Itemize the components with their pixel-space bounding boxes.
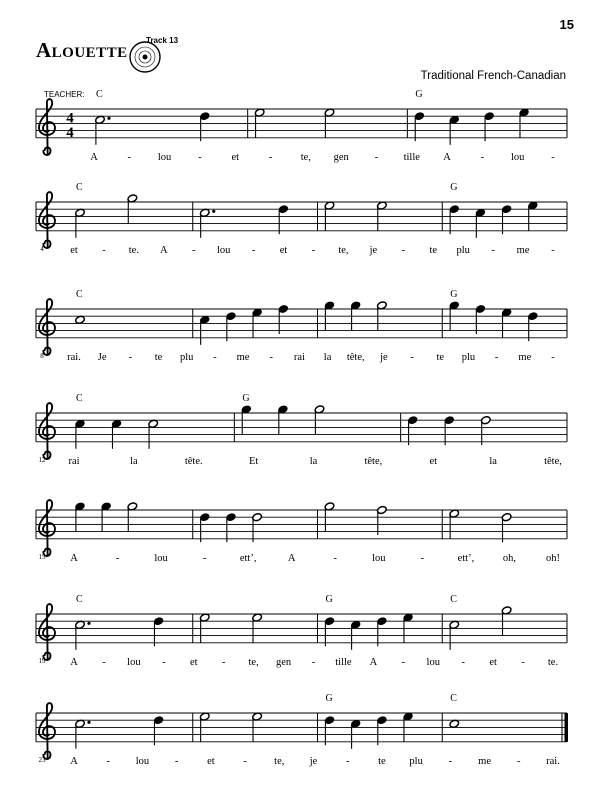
measure-number: 4 [40, 244, 44, 253]
lyric-hyphen: - [494, 351, 499, 363]
lyric-syllable: lou [127, 656, 141, 668]
lyric-hyphen: - [448, 755, 453, 767]
lyric-syllable: Je [97, 351, 107, 363]
chord-symbol: G [325, 594, 333, 605]
lyric-syllable: lou [510, 151, 525, 163]
lyric-hyphen: - [420, 552, 425, 564]
page-number: 15 [559, 17, 574, 32]
augmentation-dot [107, 117, 110, 120]
lyric-hyphen: - [127, 151, 132, 163]
lyric-syllable: te [378, 755, 386, 767]
song-title: Alouette [36, 38, 128, 62]
lyric-hyphen: - [102, 244, 106, 256]
lyric-syllable: je [369, 244, 378, 256]
chord-symbol: G [325, 693, 333, 704]
lyric-syllable: A [287, 552, 296, 564]
chord-symbol: G [450, 289, 458, 300]
lyric-hyphen: - [551, 151, 555, 163]
lyric-hyphen: - [268, 151, 273, 163]
lyric-syllable: te [436, 351, 445, 363]
treble-clef [39, 500, 55, 556]
lyric-hyphen: - [491, 244, 495, 256]
lyric-syllable: te, [274, 755, 285, 767]
lyric-syllable: tête. [184, 455, 203, 467]
lyric-syllable: gen [275, 656, 292, 668]
treble-clef [39, 604, 55, 660]
lyric-syllable: lou [157, 151, 172, 163]
lyric-hyphen: - [311, 244, 316, 256]
lyric-syllable: lou [372, 552, 386, 564]
lyric-hyphen: - [192, 244, 196, 256]
measure-number: 12 [38, 455, 46, 464]
lyric-hyphen: - [401, 656, 406, 668]
lyric-syllable: tille [335, 656, 352, 668]
lyric-syllable: tête, [544, 455, 562, 467]
lyric-hyphen: - [461, 656, 465, 668]
lyric-hyphen: - [221, 656, 226, 668]
chord-symbol: C [450, 594, 457, 605]
lyric-syllable: la [489, 455, 497, 467]
lyric-syllable: ett’, [239, 552, 257, 564]
lyric-hyphen: - [198, 151, 202, 163]
lyric-syllable: plu [456, 244, 470, 256]
teacher-label: TEACHER: [44, 90, 85, 99]
lyric-syllable: tête, [364, 455, 383, 467]
lyric-hyphen: - [374, 151, 379, 163]
lyric-hyphen: - [102, 656, 106, 668]
lyric-syllable: te [429, 244, 438, 256]
lyric-hyphen: - [269, 351, 273, 363]
lyric-syllable: et [231, 151, 240, 163]
lyric-hyphen: - [401, 244, 406, 256]
lyric-syllable: et [207, 755, 215, 767]
final-barline-thick [565, 713, 569, 742]
measure-number: 8 [40, 351, 44, 360]
chord-symbol: C [76, 393, 83, 404]
lyric-syllable: A [160, 244, 168, 256]
time-signature-denominator: 4 [66, 124, 74, 141]
lyric-hyphen: - [115, 552, 120, 564]
chord-symbol: C [76, 182, 83, 193]
lyric-syllable: lou [426, 656, 440, 668]
lyric-syllable: la [309, 455, 318, 467]
lyric-hyphen: - [106, 755, 110, 767]
lyric-hyphen: - [251, 244, 256, 256]
lyric-syllable: et [429, 455, 438, 467]
lyric-syllable: te. [128, 244, 139, 256]
lyric-syllable: rai. [67, 351, 81, 363]
measure-number: 19 [38, 656, 46, 665]
track-label: Track 13 [146, 36, 179, 45]
lyric-hyphen: - [243, 755, 247, 767]
lyric-hyphen: - [551, 244, 555, 256]
lyric-hyphen: - [174, 755, 179, 767]
lyric-hyphen: - [128, 351, 133, 363]
lyric-syllable: te, [248, 656, 259, 668]
chord-symbol: C [96, 89, 103, 100]
treble-clef [39, 99, 55, 155]
time-signature-numerator: 4 [66, 110, 74, 127]
lyric-syllable: me [516, 244, 530, 256]
lyric-syllable: A [70, 656, 78, 668]
lyric-syllable: ett’, [457, 552, 475, 564]
treble-clef [39, 703, 55, 759]
lyric-syllable: me [478, 755, 491, 767]
lyric-syllable: la [323, 351, 332, 363]
lyric-hyphen: - [480, 151, 485, 163]
lyric-syllable: A [70, 755, 78, 767]
lyric-syllable: plu [409, 755, 423, 767]
lyric-hyphen: - [410, 351, 414, 363]
lyric-syllable: te, [300, 151, 311, 163]
augmentation-dot [87, 622, 90, 625]
lyric-syllable: et [489, 656, 497, 668]
lyric-syllable: la [130, 455, 138, 467]
lyric-syllable: te [154, 351, 163, 363]
lyric-hyphen: - [202, 552, 207, 564]
lyric-syllable: Et [248, 455, 259, 467]
credit-line: Traditional French-Canadian [420, 70, 566, 82]
lyric-syllable: A [369, 656, 378, 668]
treble-clef [39, 403, 55, 459]
lyric-syllable: rai. [546, 755, 560, 767]
lyric-syllable: A [443, 151, 451, 163]
lyric-syllable: te, [338, 244, 349, 256]
chord-symbol: C [450, 693, 457, 704]
measure-number: 15 [38, 552, 46, 561]
lyric-syllable: plu [179, 351, 194, 363]
lyric-hyphen: - [521, 656, 525, 668]
lyric-syllable: me [518, 351, 532, 363]
lyric-hyphen: - [311, 656, 316, 668]
lyric-syllable: je [309, 755, 318, 767]
lyric-syllable: je [380, 351, 388, 363]
lyric-hyphen: - [345, 755, 350, 767]
treble-clef [39, 192, 55, 248]
chord-symbol: C [76, 594, 83, 605]
chord-symbol: G [242, 393, 250, 404]
lyric-syllable: A [70, 552, 78, 564]
lyric-syllable: gen [333, 151, 349, 163]
augmentation-dot [87, 721, 90, 724]
lyric-syllable: oh! [546, 552, 560, 564]
lyric-syllable: rai [68, 455, 80, 467]
lyric-syllable: tille [403, 151, 420, 163]
lyric-syllable: lou [154, 552, 168, 564]
lyric-syllable: lou [135, 755, 150, 767]
lyric-syllable: plu [461, 351, 476, 363]
lyric-hyphen: - [213, 351, 217, 363]
lyric-syllable: A [90, 151, 98, 163]
lyric-syllable: rai [293, 351, 305, 363]
lyric-syllable: et [189, 656, 198, 668]
chord-symbol: G [415, 89, 423, 100]
augmentation-dot [212, 210, 215, 213]
treble-clef [39, 299, 55, 355]
lyric-syllable: et [279, 244, 288, 256]
lyric-hyphen: - [517, 755, 521, 767]
lyric-hyphen: - [333, 552, 338, 564]
lyric-syllable: me [236, 351, 250, 363]
measure-number: 23 [38, 755, 46, 764]
lyric-hyphen: - [162, 656, 166, 668]
lyric-syllable: te. [547, 656, 559, 668]
chord-symbol: C [76, 289, 83, 300]
chord-symbol: G [450, 182, 458, 193]
lyric-syllable: tête, [346, 351, 365, 363]
lyric-syllable: lou [216, 244, 231, 256]
lyric-hyphen: - [551, 351, 555, 363]
lyric-syllable: oh, [502, 552, 517, 564]
lyric-syllable: et [70, 244, 78, 256]
